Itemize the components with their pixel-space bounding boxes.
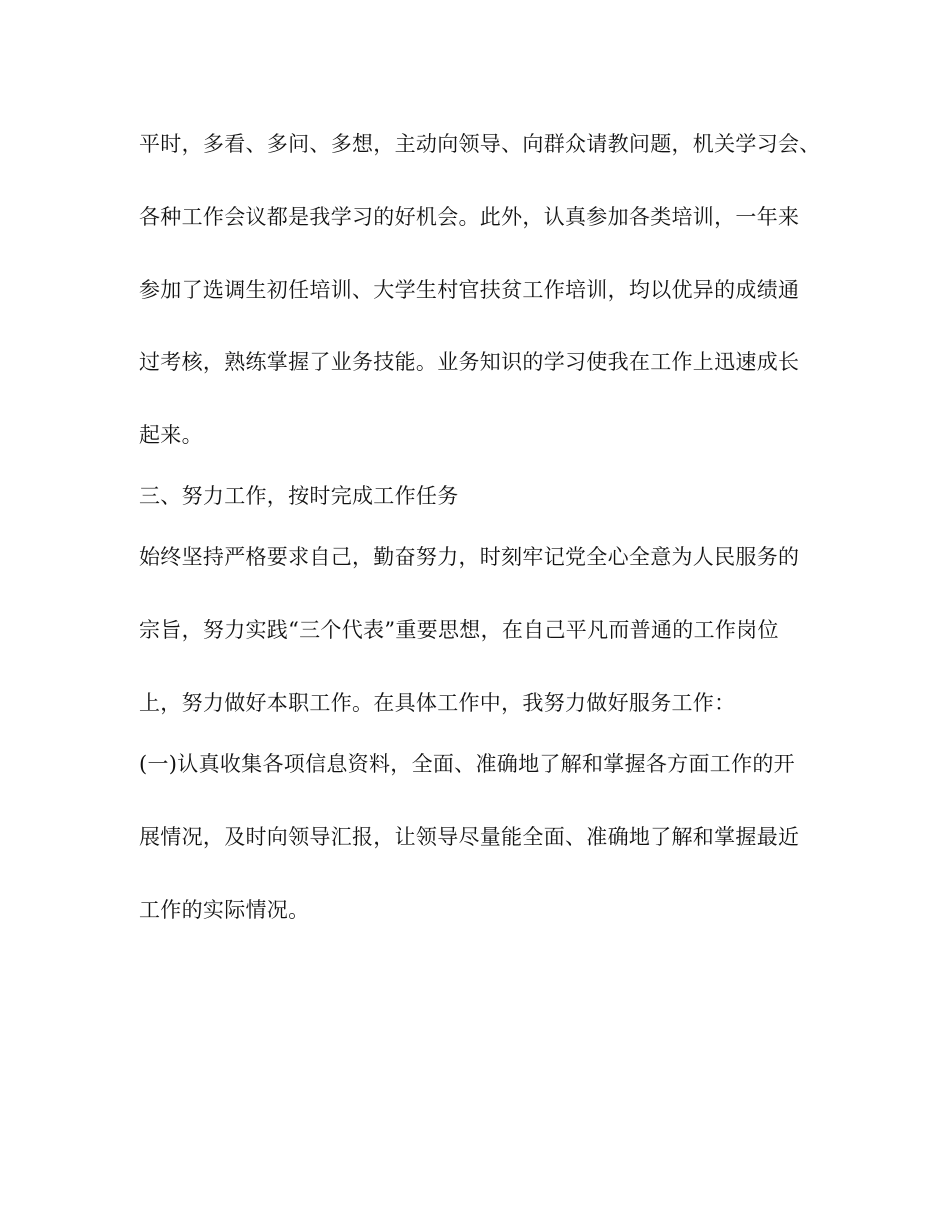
- paragraph-line: (一)认真收集各项信息资料，全面、准确地了解和掌握各方面工作的开: [139, 752, 795, 776]
- paragraph-line: 宗旨，努力实践“三个代表”重要思想，在自己平凡而普通的工作岗位: [139, 618, 779, 642]
- paragraph-line: 平时，多看、多问、多想，主动向领导、向群众请教问题，机关学习会、: [139, 132, 821, 156]
- section-heading: 三、努力工作，按时完成工作任务: [139, 484, 459, 508]
- paragraph-line: 展情况，及时向领导汇报，让领导尽量能全面、准确地了解和掌握最近: [139, 825, 800, 849]
- paragraph-line: 始终坚持严格要求自己，勤奋努力，时刻牢记党全心全意为人民服务的: [139, 545, 800, 569]
- paragraph-line: 各种工作会议都是我学习的好机会。此外，认真参加各类培训，一年来: [139, 205, 800, 229]
- paragraph-line: 上，努力做好本职工作。在具体工作中，我努力做好服务工作：: [139, 691, 736, 715]
- paragraph-line: 起来。: [139, 423, 203, 447]
- paragraph-line: 参加了选调生初任培训、大学生村官扶贫工作培训，均以优异的成绩通: [139, 278, 800, 302]
- paragraph-line: 过考核，熟练掌握了业务技能。业务知识的学习使我在工作上迅速成长: [139, 350, 800, 374]
- paragraph-line: 工作的实际情况。: [139, 898, 310, 922]
